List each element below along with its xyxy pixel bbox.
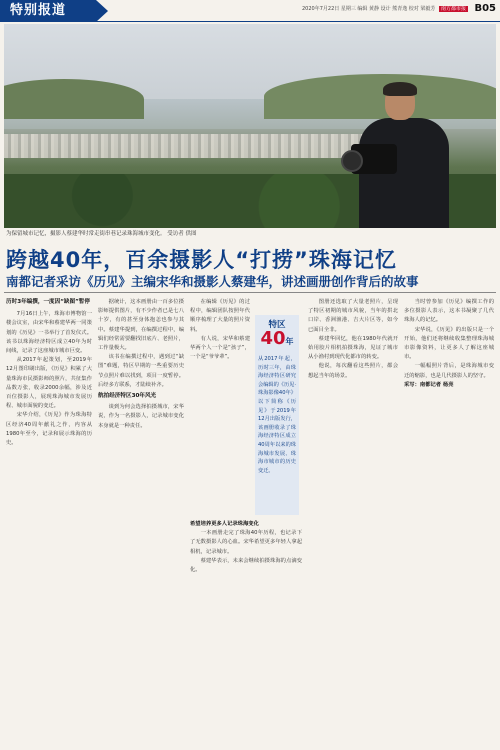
paragraph: 蔡建华回忆，他在1980年代就开始用胶片相机拍摄珠海，见证了城市从小渔村到现代化都市的转变。 xyxy=(308,335,398,361)
sidebar-text: 从2017年起，历时三年，由珠海经济特区研究会编辑的《历见·珠海影像40年》以下简称《历见》于2019年12月出版发行，该画册收录了珠海经济特区成立40周年以来的珠海城市发展、珠海市城市的历史变迁。 xyxy=(258,356,296,474)
paragraph: 图册还选取了大量老照片，呈现了特区初期的城市风貌，当年的拱北口岸、香洲渔港、吉大片区等，如今已面目全非。 xyxy=(308,299,398,333)
paragraph: 宋华说，《历见》的出版只是一个开始，他们还将继续收集整理珠海城市影像资料，让更多人了解这座城市。 xyxy=(404,326,494,361)
dateline-text: 2020年7月22日 星期三 编辑 黄静 设计 熊青逸 校对 梁毅芳 xyxy=(301,6,436,12)
paper-badge: 南方都市报 xyxy=(440,6,466,12)
article-column-5 xyxy=(404,298,494,744)
paragraph: 他说，每次翻看这些照片，都会想起当年的场景。 xyxy=(308,363,398,379)
photographer-figure xyxy=(349,84,459,228)
paragraph: 当时曾参加《历见》编撰工作的多位摄影人表示，这本书凝聚了几代珠海人的记忆。 xyxy=(404,299,494,324)
page-header xyxy=(0,0,500,22)
sidebar-unit: 年 xyxy=(285,337,294,346)
dateline xyxy=(302,5,468,12)
paragraph: 谈到为何会选择拍摄城市，宋华说，作为一名摄影人，记录城市变化本身就是一种责任。 xyxy=(98,404,184,429)
photo-hill-left xyxy=(4,79,144,119)
paragraph: 一本画册走完了珠海40年历程，也记录下了无数摄影人的心血。宋华希望更多年轻人拿起相机，记录城市。 xyxy=(190,530,302,555)
paragraph: 有人说，宋华和蔡建华两个人一个是“孩子”，一个是“爷爷辈”。 xyxy=(190,335,250,361)
sidebar-badge-word: 特区 xyxy=(268,320,286,330)
paragraph: 7月16日上午，珠海市博物馆一楼会议室，由宋华和蔡建华两一同策划的《历见》一书举行了首发仪式。该书以珠海经济特区成立40年为时间线，记录了这座城市城市巨变。 xyxy=(6,311,92,355)
section-tag: 特别报道 xyxy=(0,0,96,22)
paragraph: 宋华介绍，《历见》作为珠海特区经济40周年献礼之作，内容从1980年至今，记录和展示珠海的历史。 xyxy=(6,412,92,447)
paragraph: 一幅幅照片背后，是珠海城市变迁的缩影，也是几代摄影人的坚守。 xyxy=(404,363,494,379)
section-subtitle: 希望培养更多人记录珠海变化 xyxy=(190,521,259,527)
header-rule xyxy=(0,21,500,22)
figure-hair xyxy=(383,82,417,96)
sidebar-box xyxy=(255,315,299,515)
photo-city xyxy=(4,134,364,158)
sidebar-badge-number xyxy=(258,330,296,351)
camera-lens-icon xyxy=(341,150,363,172)
photo-caption: 为保留城市记忆，摄影人蔡建华时常走街串巷记录珠海城市变化。 受访者 供图 xyxy=(6,231,197,237)
article-column-2 xyxy=(98,298,184,744)
lead-title: 历时3年编撰，一度因“缺图”暂停 xyxy=(6,299,90,305)
paragraph: 从2017年起策划，至2019年12月图印刷出版，《历见》积累了大量珠海市民摄影师的照片，共征集作品数万张，收录2000余幅，涉及近百位摄影人，展现珠海城市发展历程、城市面貌的变迁。 xyxy=(6,357,92,410)
main-photo xyxy=(4,24,496,228)
article-column-3-lower xyxy=(190,520,302,744)
byline: 采写：南都记者 杨亮 xyxy=(404,381,454,388)
article-column-4 xyxy=(308,298,398,744)
headline-rule xyxy=(4,292,496,293)
paragraph: 蔡建华表示，未来会继续拍摄珠海的点滴变化。 xyxy=(190,557,302,574)
article-column-1 xyxy=(6,298,92,744)
section-subtitle: 航拍经济特区30年风光 xyxy=(98,393,157,400)
paragraph: 在编辑《历见》的过程中，编辑团队按照年代顺序梳理了大量的照片资料。 xyxy=(190,299,250,333)
subheadline: 南都记者采访《历见》主编宋华和摄影人蔡建华，讲述画册创作背后的故事 xyxy=(6,274,419,289)
paragraph: 据统计，这本画册由一百多位摄影师提供图片，有不少作者已是七八十岁，有的甚至身体抱恙也参与其中。蔡建华提到，在编撰过程中，编辑们经常需要翻找旧底片、老照片，工作量极大。 xyxy=(98,299,184,352)
headline: 跨越40年，百余摄影人“打捞”珠海记忆 xyxy=(6,248,397,272)
page-number: B05 xyxy=(474,3,496,14)
paragraph: 该书在编撰过程中，遇到过“缺图”难题，特区早期的一些重要历史节点照片难以找到，项目一度暂停。后经多方联系，才陆续补齐。 xyxy=(98,354,184,388)
sidebar-num: 40 xyxy=(260,328,286,349)
